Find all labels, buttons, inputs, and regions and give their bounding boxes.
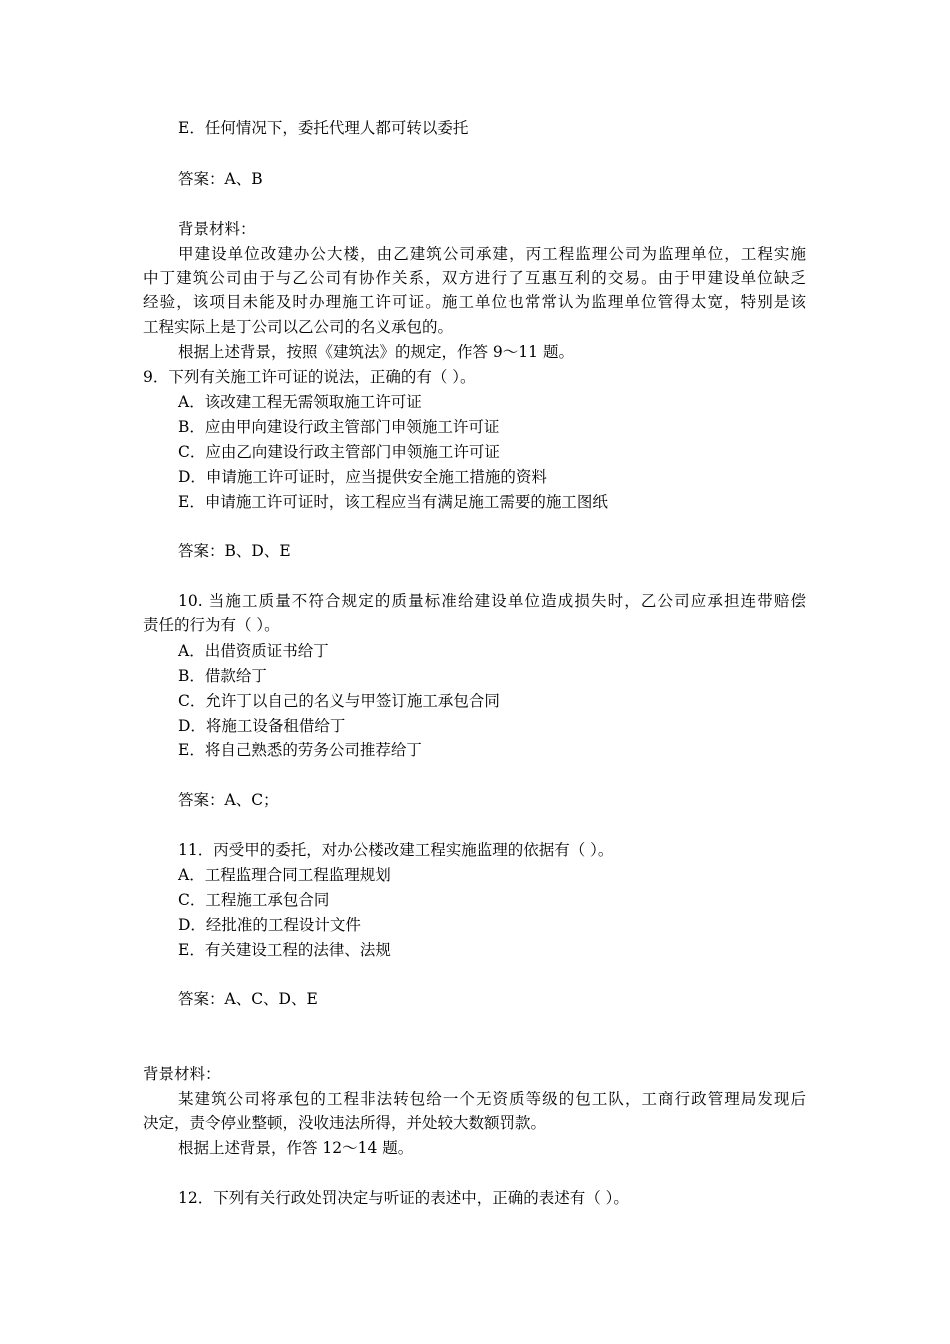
option-item: E．将自己熟悉的劳务公司推荐给丁: [178, 741, 422, 759]
option-item: C．应由乙向建设行政主管部门申领施工许可证: [178, 443, 500, 461]
question-stem: 12．下列有关行政处罚决定与听证的表述中，正确的表述有（ ）。: [178, 1189, 629, 1207]
option-item: A．工程监理合同工程监理规划: [178, 866, 391, 884]
option-item: D．将施工设备租借给丁: [178, 717, 346, 735]
background-paragraph: 中丁建筑公司由于与乙公司有协作关系，双方进行了互惠互利的交易。由于甲建设单位缺乏: [143, 269, 806, 287]
option-item: C．工程施工承包合同: [178, 891, 330, 909]
q8-option-e: E．任何情况下，委托代理人都可转以委托: [178, 119, 469, 137]
question-stem: 9．下列有关施工许可证的说法，正确的有（ ）。: [143, 368, 476, 386]
question-answer: 答案：A、C；: [178, 791, 279, 809]
background-paragraph: 某建筑公司将承包的工程非法转包给一个无资质等级的包工队，工商行政管理局发现后: [178, 1090, 806, 1108]
option-item: E．申请施工许可证时，该工程应当有满足施工需要的施工图纸: [178, 493, 608, 511]
question-stem: 11．丙受甲的委托，对办公楼改建工程实施监理的依据有（ ）。: [178, 841, 614, 859]
background-instruction: 根据上述背景，按照《建筑法》的规定，作答 9～11 题。: [178, 343, 574, 361]
background-paragraph: 经验，该项目未能及时办理施工许可证。施工单位也常常认为监理单位管得太宽，特别是该: [143, 293, 806, 311]
option-item: A．该改建工程无需领取施工许可证: [178, 393, 422, 411]
q8-answer: 答案：A、B: [178, 170, 263, 188]
background-paragraph: 决定，责令停业整顿，没收违法所得，并处较大数额罚款。: [143, 1114, 547, 1132]
option-item: D．经批准的工程设计文件: [178, 916, 361, 934]
background-instruction: 根据上述背景，作答 12～14 题。: [178, 1139, 414, 1157]
option-item: B．应由甲向建设行政主管部门申领施工许可证: [178, 418, 500, 436]
background-heading: 背景材料：: [143, 1065, 221, 1083]
option-item: A．出借资质证书给丁: [178, 642, 329, 660]
question-answer: 答案：B、D、E: [178, 542, 291, 560]
question-stem: 责任的行为有（ ）。: [143, 616, 280, 634]
option-item: D．申请施工许可证时，应当提供安全施工措施的资料: [178, 468, 547, 486]
option-item: B．借款给丁: [178, 667, 267, 685]
question-answer: 答案：A、C、D、E: [178, 990, 318, 1008]
background-paragraph: 甲建设单位改建办公大楼，由乙建筑公司承建，丙工程监理公司为监理单位，工程实施: [178, 245, 806, 263]
background-heading: 背景材料：: [178, 220, 256, 238]
question-stem: 10. 当施工质量不符合规定的质量标准给建设单位造成损失时，乙公司应承担连带赔偿: [178, 592, 806, 610]
option-item: C．允许丁以自己的名义与甲签订施工承包合同: [178, 692, 500, 710]
option-item: E．有关建设工程的法律、法规: [178, 941, 391, 959]
background-paragraph: 工程实际上是丁公司以乙公司的名义承包的。: [143, 318, 454, 336]
